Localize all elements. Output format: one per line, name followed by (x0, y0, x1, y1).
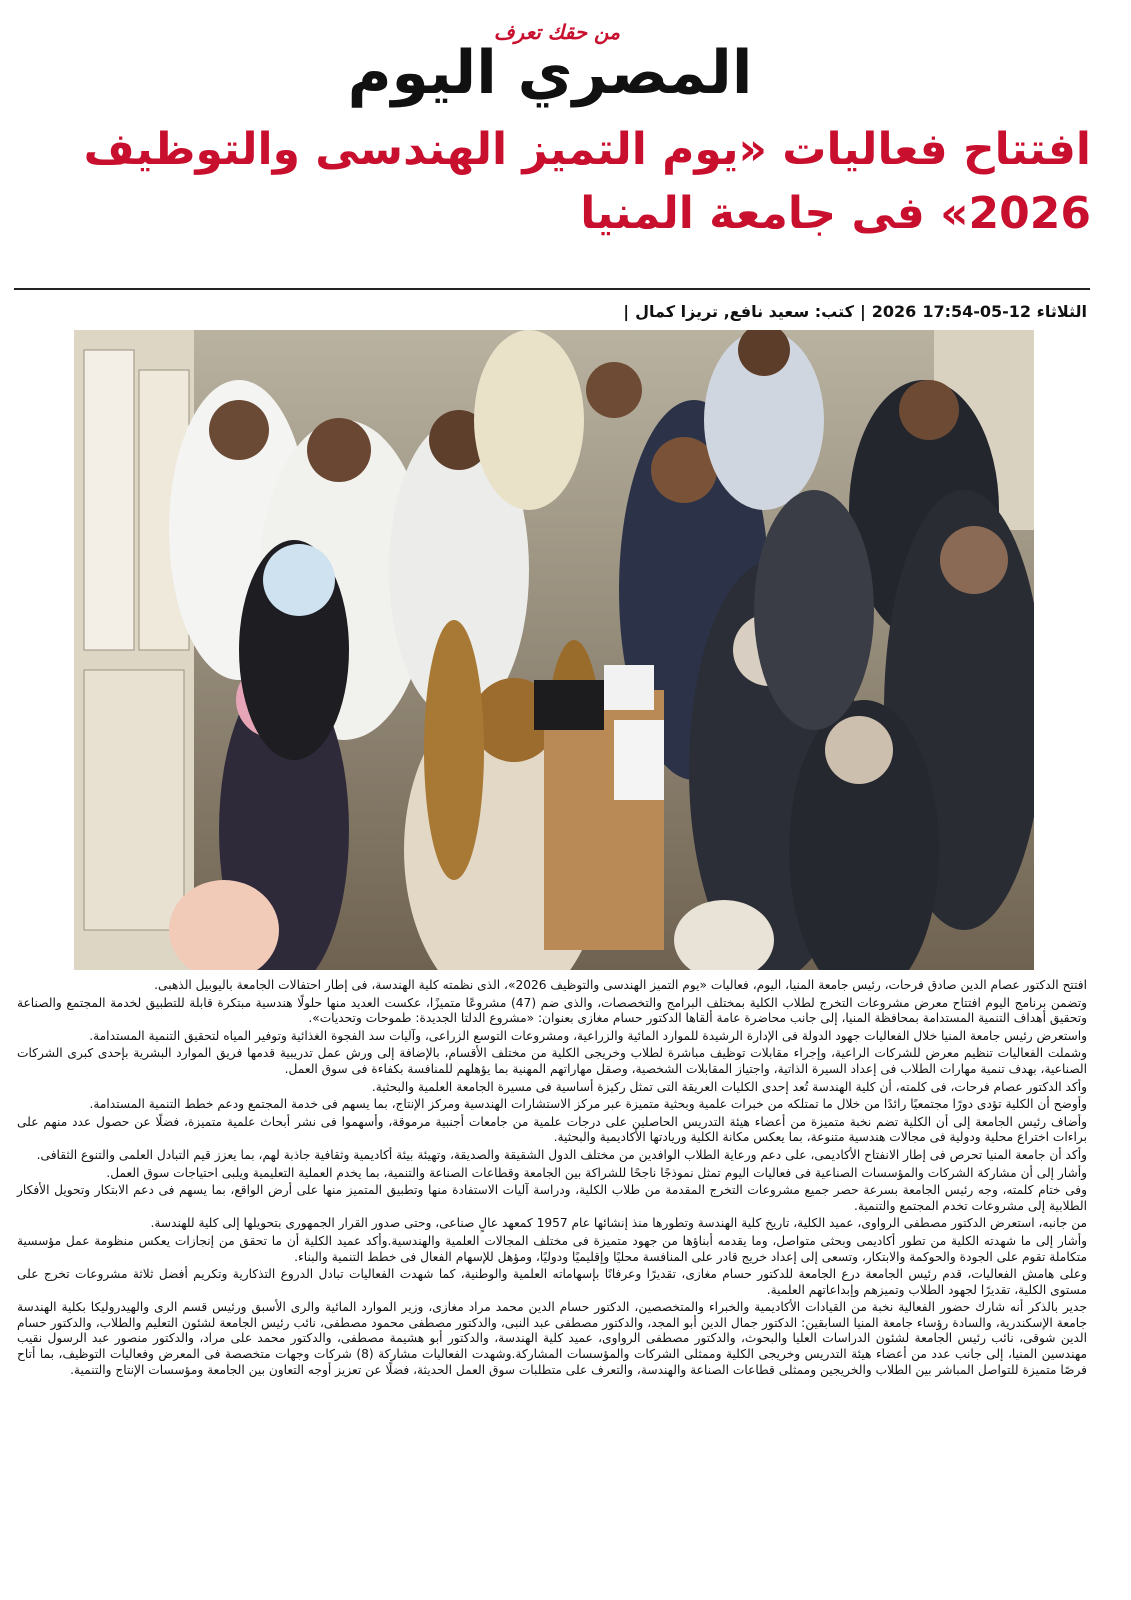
paragraph: وأوضح أن الكلية تؤدى دورًا مجتمعيًا رائدًا من خلال ما تمتلكه من خبرات علمية وبحثية متميزة عبر مركز الاستشارات الهندسية ومركز الإنتاج، بما يسهم فى خدمة المجتمع ودعم خطط التنمية المستدامة. (89, 1097, 1087, 1112)
paragraph: وعلى هامش الفعاليات، قدم رئيس الجامعة درع الجامعة للدكتور حسام مغازى، تقديرًا وعرفانًا بإسهاماته العلمية والوطنية، كما شهدت الفعاليات تبادل الدروع التذكارية وتكريم أفضل ثلاثة مشروعات تخرج على مستوى الكلية، تقديرًا لجهود الطلاب وتميزهم وإبداعاتهم العلمية. (17, 1267, 1087, 1297)
byline-separator-end: | (623, 302, 630, 321)
newspaper-logo[interactable] (330, 14, 770, 110)
logo-tagline: من حقك تعرف (493, 20, 620, 44)
paragraph: وتضمن برنامج اليوم افتتاح معرض مشروعات التخرج لطلاب الكلية بمختلف البرامج والتخصصات، والذى ضم (47) مشروعًا متميزًا، عكست العديد منها حلولًا هندسية مبتكرة قابلة للتطبيق لخدمة المجتمع والصناعة وتحقيق أهداف التنمية المستدامة بمحافظة المنيا، إلى جانب محاضرة عامة ألقاها الدكتور حسام مغازى بعنوان: «مشروع الدلتا الجديدة: طموحات وتحديات». (17, 995, 1087, 1026)
article-body (17, 978, 1087, 1380)
paragraph: افتتح الدكتور عصام الدين صادق فرحات، رئيس جامعة المنيا، اليوم، فعاليات «يوم التميز الهندسى والتوظيف 2026»، الذى نظمته كلية الهندسة، فى إطار احتفالات الجامعة باليوبيل الذهبى. (154, 978, 1087, 992)
paragraph: وفى ختام كلمته، وجه رئيس الجامعة بسرعة حصر جميع مشروعات التخرج المقدمة من طلاب الكلية، ودراسة آليات الاستفادة منها وتطبيق المتميز منها على أرض الواقع، بما يسهم فى دعم الابتكار وتحويل الأفكار الطلابية إلى مشروعات تخدم المجتمع والتنمية. (17, 1183, 1087, 1213)
header-divider (14, 288, 1090, 290)
logo-brand: المصري اليوم (347, 38, 753, 108)
byline-authors: كتب: سعيد نافع, تريزا كمال (635, 302, 854, 321)
article-photo (74, 330, 1034, 970)
event-photo-illustration (74, 330, 1034, 970)
exhibit-table (534, 665, 664, 950)
article-headline: افتتاح فعاليات «يوم التميز الهندسى والتوظيف 2026» فى جامعة المنيا (83, 124, 1091, 239)
paragraph: جدير بالذكر أنه شارك حضور الفعالية نخبة من القيادات الأكاديمية والخبراء والمتخصصين، الدكتور حسام الدين محمد مراد مغازى، وزير الموارد المائية والرى الأسبق ورئيس قسم الرى والهيدروليكا بكلية الهندسة جامعة الإسكندرية، والسادة رؤساء جامعة المنيا السابقين: الدكتور جمال الدين أبو المجد، والدكتور مصطفى عبد النبى، والدكتور مصطفى محمود مصطفى، نائب رئيس الجامعة لشئون التعليم والطلاب، والدكتور حسام الدين شوقى، نائب رئيس الجامعة لشئون الدراسات العليا والبحوث، والدكتور مصطفى الرواوى، عميد كلية الهندسة، والدكتور أبو هشيمة مصطفى، والدكتور محمد على مراد، والدكتور منصور عبد الرسول نقيب مهندسين المنيا، إلى جانب عدد من أعضاء هيئة التدريس وخريجى الكلية وممثلى الشركات والمؤسسات المشاركة.وشهدت الفعاليات مشاركة (8) شركات وجهات متخصصة فى المعرض وفعاليات التوظيف، بما أتاح فرصًا متميزة للتواصل المباشر بين الطلاب والخريجين وممثلى قطاعات الصناعة والهندسة، والتعرف على متطلبات سوق العمل الحديثة، فضلًا عن تعزيز أوجه التعاون بين الجامعة ومؤسسات الإنتاج والتنمية. (17, 1300, 1087, 1377)
paragraph: وأضاف رئيس الجامعة إلى أن الكلية تضم نخبة متميزة من أعضاء هيئة التدريس الحاصلين على درجات علمية من جامعات أجنبية مرموقة، وأسهموا فى نشر أبحاث علمية متميزة، فضلًا عن حصول عدد منهم على براءات اختراع محلية ودولية فى مجالات هندسية متنوعة، بما يعكس مكانة الكلية وريادتها الأكاديمية والبحثية. (17, 1114, 1087, 1145)
paragraph: وشملت الفعاليات تنظيم معرض للشركات الراعية، وإجراء مقابلات توظيف مباشرة لطلاب وخريجى الكلية من مختلف الأقسام، بالإضافة إلى ورش عمل تدريبية قدمها فريق الموارد البشرية بإحدى كبرى الشركات الصناعية، بهدف تنمية مهارات الطلاب فى إعداد السيرة الذاتية، واجتياز المقابلات الشخصية، وصقل مهاراتهم المهنية بما يؤهلهم للمنافسة بكفاءة فى سوق العمل. (17, 1046, 1087, 1076)
byline-date: الثلاثاء 12-05-2026 (871, 302, 1087, 321)
byline-separator: | (859, 302, 866, 321)
article-byline (617, 302, 1087, 321)
paragraph: وأشار إلى أن مشاركة الشركات والمؤسسات الصناعية فى فعاليات اليوم تمثل نموذجًا ناجحًا للشراكة بين الجامعة وقطاعات الصناعة والتنمية، بما يخدم العملية التعليمية ويلبى احتياجات سوق العمل. (106, 1165, 1087, 1180)
paragraph: من جانبه، استعرض الدكتور مصطفى الرواوى، عميد الكلية، تاريخ كلية الهندسة وتطورها منذ إنشائها عام 1957 كمعهد عالٍ صناعى، وحتى صدور القرار الجمهورى بتحويلها إلى كلية للهندسة. (150, 1216, 1087, 1231)
paragraph: وأكد أن جامعة المنيا تحرص فى إطار الانفتاح الأكاديمى، على دعم ورعاية الطلاب الوافدين من مختلف الدول الشقيقة والصديقة، وتهيئة بيئة أكاديمية وثقافية جاذبة لهم، بما يعزز قيم التبادل العلمى والتنوع الثقافى. (36, 1147, 1087, 1162)
masthead (0, 14, 1131, 110)
paragraph: وأشار إلى ما شهدته الكلية من تطور أكاديمى وبحثى متواصل، وما يقدمه أبناؤها من جهود متميزة فى مختلف المجالات العلمية والهندسية.وأكد عميد الكلية أن ما تحقق من إنجازات يعكس منظومة عمل مؤسسية متكاملة تقوم على الجودة والحوكمة والابتكار، وتسعى إلى إعداد خريج قادر على المنافسة محليًا وإقليميًا ودوليًا، ومؤهل للإسهام الفعال فى خطط التنمية والبناء. (17, 1233, 1087, 1264)
paragraph: واستعرض رئيس جامعة المنيا خلال الفعاليات جهود الدولة فى الإدارة الرشيدة للموارد المائية والزراعية، ومشروعات التوسع الزراعى، وآليات سد الفجوة الغذائية وتوفير المياه لتحقيق التنمية المستدامة. (89, 1028, 1087, 1043)
byline-time: 17:54 (922, 302, 974, 321)
paragraph: وأكد الدكتور عصام فرحات، فى كلمته، أن كلية الهندسة تُعد إحدى الكليات العريقة التى تمثل ركيزة أساسية فى مسيرة الجامعة العلمية والبحثية. (371, 1079, 1087, 1094)
